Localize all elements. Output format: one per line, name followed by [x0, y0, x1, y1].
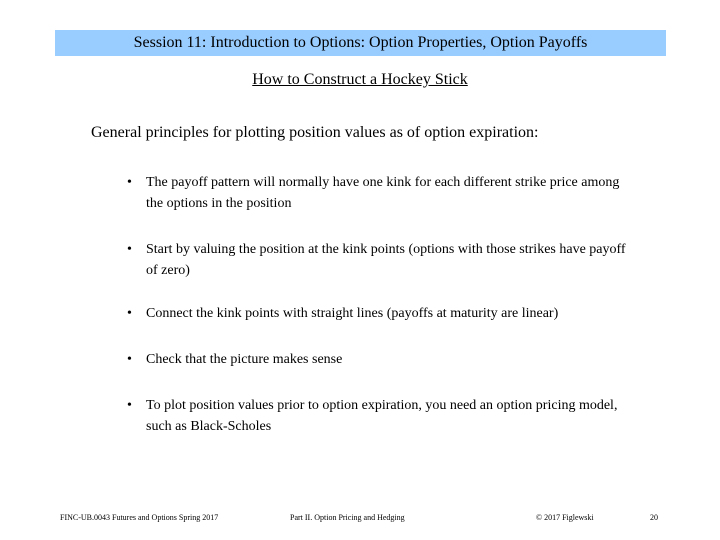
footer-course: FINC-UB.0043 Futures and Options Spring 2017: [60, 513, 219, 522]
list-item: [127, 395, 627, 437]
bullet-text: Connect the kink points with straight lines (payoffs at maturity are linear): [146, 306, 559, 321]
footer-page-number: 20: [650, 513, 658, 522]
bullet-text: Start by valuing the position at the kink points (options with those strikes have payoff of zero): [146, 242, 626, 278]
bullet-icon: •: [127, 398, 132, 413]
bullet-text: To plot position values prior to option expiration, you need an option pricing model, such as Black-Scholes: [146, 398, 618, 434]
slide-header: [55, 30, 666, 56]
list-item: [127, 349, 627, 370]
bullet-icon: •: [127, 175, 132, 190]
bullet-icon: •: [127, 306, 132, 321]
footer-copyright: © 2017 Figlewski: [536, 513, 594, 522]
list-item: [127, 172, 627, 214]
bullet-icon: •: [127, 242, 132, 257]
slide-header-title: Session 11: Introduction to Options: Option Properties, Option Payoffs: [133, 34, 588, 51]
bullet-text: The payoff pattern will normally have one kink for each different strike price among the options in the position: [146, 175, 620, 211]
footer-part: Part II. Option Pricing and Hedging: [290, 513, 405, 522]
bullet-icon: •: [127, 352, 132, 367]
intro-text: General principles for plotting position values as of option expiration:: [91, 124, 539, 141]
list-item: [127, 303, 627, 324]
list-item: [127, 239, 627, 281]
bullet-text: Check that the picture makes sense: [146, 352, 343, 367]
slide-subtitle: How to Construct a Hockey Stick: [252, 71, 468, 88]
